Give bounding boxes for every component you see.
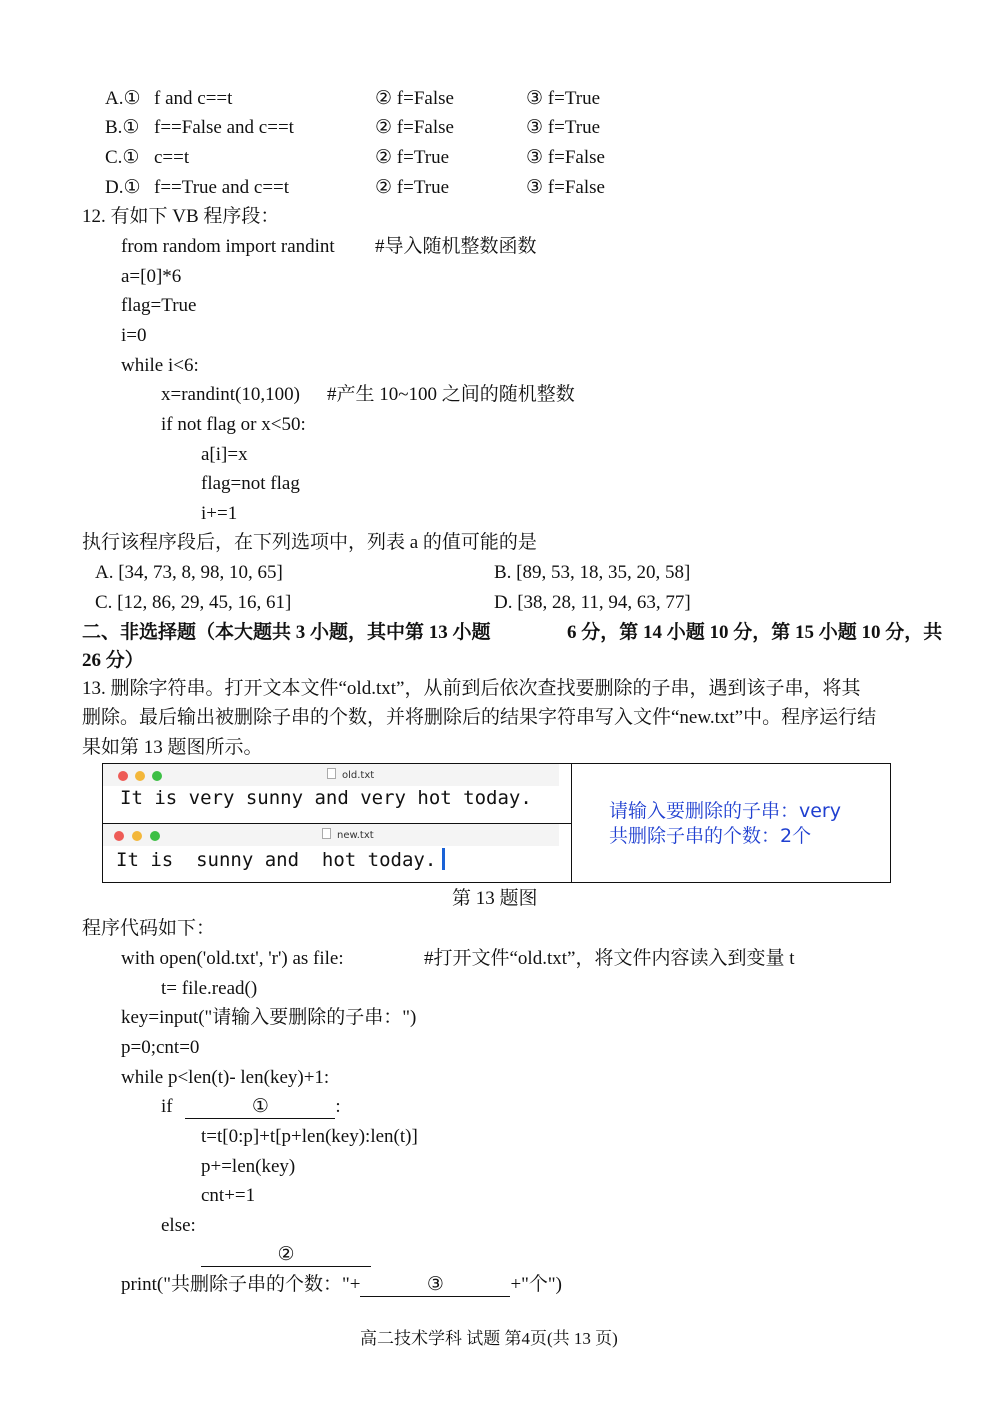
q12-question: 执行该程序段后，在下列选项中，列表 a 的值可能的是 xyxy=(82,532,537,553)
q13-code-line: t=t[0:p]+t[p+len(key):len(t)] xyxy=(201,1126,418,1147)
q13-figure xyxy=(102,763,891,883)
q13-code-line: else: xyxy=(161,1215,196,1236)
figure-divider xyxy=(571,764,572,882)
q13-code-intro: 程序代码如下： xyxy=(82,918,216,939)
q11-option-a-blank1: f and c==t xyxy=(154,88,233,109)
q13-text-line: 删除。最后输出被删除子串的个数，并将删除后的结果字符串写入文件“new.txt”中。程序运行结 xyxy=(82,707,877,728)
q12-code-line: flag=True xyxy=(121,295,197,316)
answer-blank-3: ③ xyxy=(360,1274,510,1297)
q12-code-line: a[i]=x xyxy=(201,444,248,465)
q13-code-line: p=0;cnt=0 xyxy=(121,1037,200,1058)
file-icon xyxy=(327,768,336,779)
q12-code-line: flag=not flag xyxy=(201,473,300,494)
if-keyword: if xyxy=(161,1096,173,1117)
q12-code-comment: #产生 10~100 之间的随机整数 xyxy=(327,384,575,405)
minimize-dot-icon xyxy=(132,831,142,841)
q11-option-c-blank3: ③ f=False xyxy=(526,147,605,168)
q13-code-line xyxy=(161,1095,341,1119)
old-txt-title: old.txt xyxy=(342,770,375,781)
file-icon xyxy=(322,828,331,839)
new-txt-title: new.txt xyxy=(337,830,374,841)
q13-text-line: 果如第 13 题图所示。 xyxy=(82,737,263,758)
q13-code-line xyxy=(201,1243,371,1267)
q13-code-line xyxy=(121,1273,562,1297)
q11-option-a-blank2: ② f=False xyxy=(375,88,454,109)
section2-heading-line2: 26 分） xyxy=(82,650,144,671)
old-txt-titlebar xyxy=(103,764,559,786)
q12-code-line: from random import randint xyxy=(121,236,335,257)
console-line1: 请输入要删除的子串：very xyxy=(609,800,841,822)
colon: : xyxy=(335,1096,341,1117)
q12-option-b: B. [89, 53, 18, 35, 20, 58] xyxy=(494,562,691,583)
q13-code-line: key=input("请输入要删除的子串：") xyxy=(121,1007,417,1028)
q12-code-line: while i<6: xyxy=(121,355,199,376)
console-line2: 共删除子串的个数：2个 xyxy=(609,825,812,847)
q11-option-d-label: D.① xyxy=(105,177,141,198)
q11-option-b-blank3: ③ f=True xyxy=(526,117,601,138)
q12-code-line: i=0 xyxy=(121,325,147,346)
new-txt-window xyxy=(103,824,571,882)
q13-text-line: 13. 删除字符串。打开文本文件“old.txt”，从前到后依次查找要删除的子串，遇到该子串，将其 xyxy=(82,678,861,699)
answer-blank-2: ② xyxy=(201,1244,371,1267)
q12-option-a: A. [34, 73, 8, 98, 10, 65] xyxy=(95,562,283,583)
old-txt-window xyxy=(103,764,571,823)
q11-option-d-blank1: f==True and c==t xyxy=(154,177,290,198)
q11-option-b-blank1: f==False and c==t xyxy=(154,117,294,138)
q12-code-line: if not flag or x<50: xyxy=(161,414,306,435)
close-dot-icon xyxy=(114,831,124,841)
q11-option-b-label: B.① xyxy=(105,117,140,138)
text-cursor xyxy=(442,848,445,870)
q12-code-line: i+=1 xyxy=(201,503,238,524)
new-txt-titlebar xyxy=(103,824,559,846)
q11-option-a-label: A.① xyxy=(105,88,141,109)
section2-heading-right: 6 分，第 14 小题 10 分，第 15 小题 10 分，共 xyxy=(567,622,943,643)
q11-option-d-blank2: ② f=True xyxy=(375,177,450,198)
q11-option-c-blank1: c==t xyxy=(154,147,190,168)
q13-code-line: cnt+=1 xyxy=(201,1185,256,1206)
q11-option-a-blank3: ③ f=True xyxy=(526,88,601,109)
q11-option-c-label: C.① xyxy=(105,147,140,168)
old-txt-content: It is very sunny and very hot today. xyxy=(120,787,532,809)
q12-option-c: C. [12, 86, 29, 45, 16, 61] xyxy=(95,592,292,613)
page-footer: 高二技术学科 试题 第4页(共 13 页) xyxy=(360,1329,618,1348)
q13-figure-caption: 第 13 题图 xyxy=(452,888,538,909)
print-suffix: +"个") xyxy=(510,1274,563,1295)
q12-code-line: a=[0]*6 xyxy=(121,266,182,287)
q13-code-comment: #打开文件“old.txt”，将文件内容读入到变量 t xyxy=(424,948,795,969)
q13-code-line: p+=len(key) xyxy=(201,1156,296,1177)
q13-code-line: with open('old.txt', 'r') as file: xyxy=(121,948,344,969)
q13-code-line: while p<len(t)- len(key)+1: xyxy=(121,1067,330,1088)
q12-option-d: D. [38, 28, 11, 94, 63, 77] xyxy=(494,592,691,613)
maximize-dot-icon xyxy=(152,771,162,781)
q11-option-b-blank2: ② f=False xyxy=(375,117,454,138)
q12-stem: 12. 有如下 VB 程序段： xyxy=(82,206,280,227)
q11-option-d-blank3: ③ f=False xyxy=(526,177,605,198)
close-dot-icon xyxy=(118,771,128,781)
minimize-dot-icon xyxy=(135,771,145,781)
new-txt-content: It is sunny and hot today. xyxy=(116,849,437,871)
print-prefix: print("共删除子串的个数："+ xyxy=(121,1274,361,1295)
answer-blank-1: ① xyxy=(185,1096,335,1119)
maximize-dot-icon xyxy=(150,831,160,841)
q12-code-line: x=randint(10,100) xyxy=(161,384,300,405)
q12-code-comment: #导入随机整数函数 xyxy=(375,236,537,257)
q13-code-line: t= file.read() xyxy=(161,978,258,999)
q11-option-c-blank2: ② f=True xyxy=(375,147,450,168)
section2-heading-left: 二、非选择题（本大题共 3 小题，其中第 13 小题 xyxy=(82,622,491,643)
